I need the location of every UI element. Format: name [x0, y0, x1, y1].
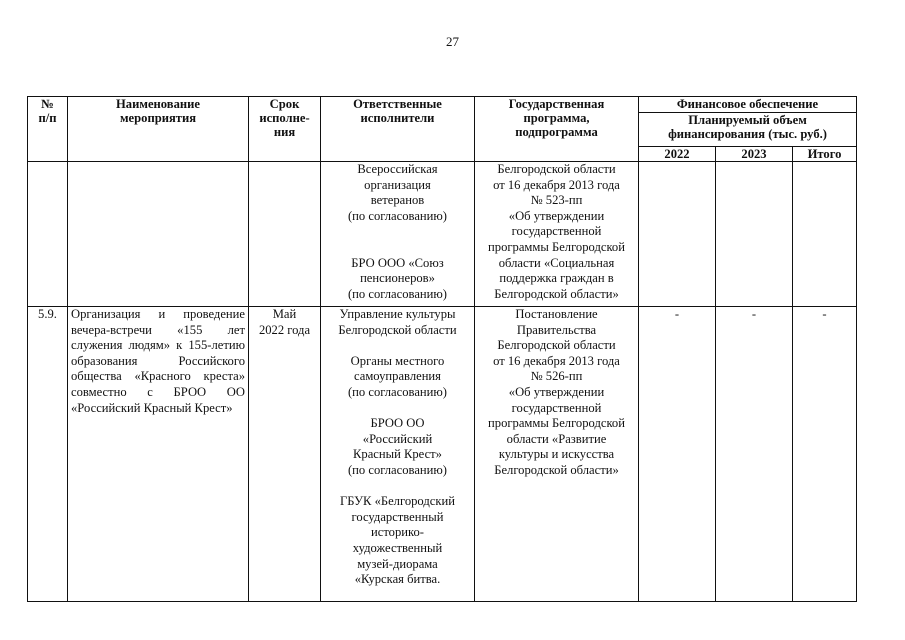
cell-total	[793, 162, 857, 307]
cell-term	[249, 162, 321, 307]
events-table	[27, 96, 857, 602]
cell-2023: -	[716, 307, 793, 602]
header-name: Наименование мероприятия	[68, 97, 249, 162]
cell-total: -	[793, 307, 857, 602]
page-number: 27	[446, 34, 459, 49]
cell-program: Постановление Правительства Белгородской области от 16 декабря 2013 года № 526-пп «Об утверждении государственной программы Белгородской области «Развитие культуры и искусства Белгородской области»	[475, 307, 639, 602]
header-num: № п/п	[28, 97, 68, 162]
header-program: Государственная программа, подпрограмма	[475, 97, 639, 162]
cell-program: Белгородской области от 16 декабря 2013 года № 523-пп «Об утверждении государственной программы Белгородской области «Социальная поддержка граждан в Белгородской области»	[475, 162, 639, 307]
cell-num	[28, 162, 68, 307]
cell-term: Май 2022 года	[249, 307, 321, 602]
cell-2022: -	[639, 307, 716, 602]
header-year-2023: 2023	[716, 147, 793, 162]
cell-name: Организация и проведение вечера-встречи «155 лет служения людям» к 155-летию образования Российского общества «Красного креста» совместно с БРОО ОО «Российский Красный Крест»	[68, 307, 249, 602]
cell-executors: Всероссийская организация ветеранов (по согласованию) БРО ООО «Союз пенсионеров» (по согласованию)	[321, 162, 475, 307]
header-term: Срок исполне- ния	[249, 97, 321, 162]
header-year-2022: 2022	[639, 147, 716, 162]
cell-executors: Управление культуры Белгородской области Органы местного самоуправления (по согласованию) БРОО ОО «Российский Красный Крест» (по согласованию) ГБУК «Белгородский государственный историко- художественный музей-диорама «Курская битва.	[321, 307, 475, 602]
cell-2022	[639, 162, 716, 307]
header-total: Итого	[793, 147, 857, 162]
header-executors: Ответственные исполнители	[321, 97, 475, 162]
header-finance: Финансовое обеспечение	[639, 97, 857, 113]
table-row	[28, 162, 857, 307]
cell-name	[68, 162, 249, 307]
table-row	[28, 307, 857, 602]
header-planned-volume: Планируемый объем финансирования (тыс. руб.)	[639, 113, 857, 147]
cell-num: 5.9.	[28, 307, 68, 602]
cell-2023	[716, 162, 793, 307]
